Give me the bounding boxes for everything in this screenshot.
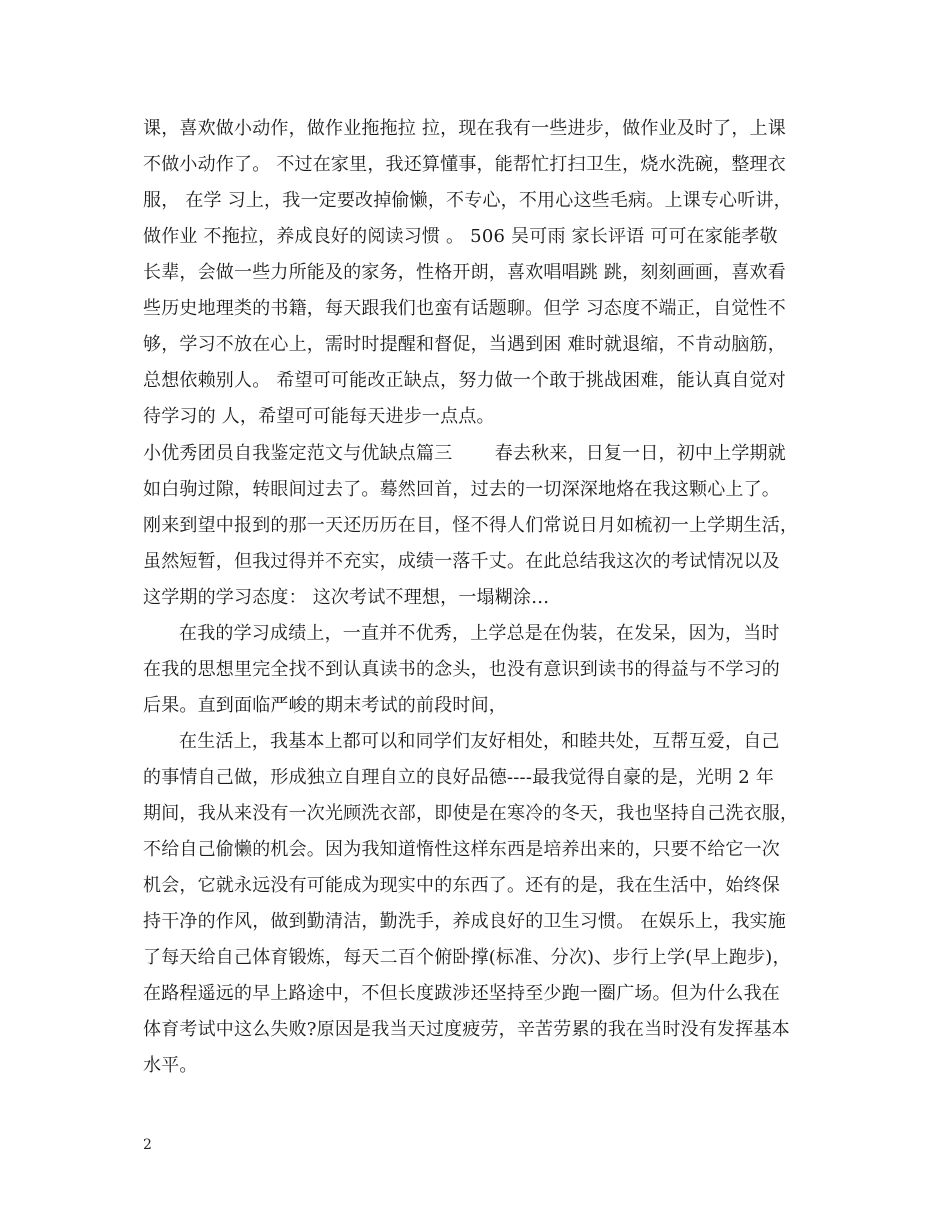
text-line: 在路程遥远的早上路途中，不但长度跋涉还坚持至少跑一圈广场。但为什么我在 bbox=[143, 983, 780, 1004]
text-line: 如白驹过隙，转眼间过去了。蓦然回首，过去的一切深深地烙在我这颗心上了。 bbox=[143, 479, 780, 500]
text-line: 持干净的作风，做到勤清洁，勤洗手，养成良好的卫生习惯。 在娱乐上，我实施 bbox=[143, 911, 786, 932]
text-line: 机会，它就永远没有可能成为现实中的东西了。还有的是，我在生活中，始终保 bbox=[143, 875, 780, 896]
text-line: 后果。直到面临严峻的期末考试的前段时间， bbox=[143, 695, 507, 716]
text-line: 不做小动作了。 不过在家里，我还算懂事，能帮忙打扫卫生，烧水洗碗，整理衣 bbox=[143, 154, 786, 175]
text-line: 虽然短暂，但我过得并不充实，成绩一落千丈。在此总结我这次的考试情况以及 bbox=[143, 551, 780, 572]
text-line: 课，喜欢做小动作，做作业拖拖拉 拉，现在我有一些进步，做作业及时了，上课 bbox=[143, 118, 786, 139]
text-line: 够，学习不放在心上，需时时提醒和督促，当遇到困 难时就退缩，不肯动脑筋， bbox=[143, 334, 786, 355]
text-line: 期间，我从来没有一次光顾洗衣部，即使是在寒冷的冬天，我也坚持自己洗衣服， bbox=[143, 803, 799, 824]
text-line: 长辈，会做一些力所能及的家务，性格开朗，喜欢唱唱跳 跳，刻刻画画，喜欢看 bbox=[143, 262, 786, 283]
text-line: 刚来到望中报到的那一天还历历在目，怪不得人们常说日月如梳初一上学期生活， bbox=[143, 515, 799, 536]
text-line: 的事情自己做，形成独立自理自立的良好品德----最我觉得自豪的是，光明 2 年 bbox=[143, 767, 775, 788]
text-line: 做作业 不拖拉，养成良好的阅读习惯 。 506 吴可雨 家长评语 可可在家能孝敬 bbox=[143, 226, 778, 247]
paragraph-first-line: 在我的学习成绩上，一直并不优秀，上学总是在伪装，在发呆，因为，当时 bbox=[179, 623, 780, 644]
text-line: 些历史地理类的书籍，每天跟我们也蛮有话题聊。但学 习态度不端正，自觉性不 bbox=[143, 298, 786, 319]
page-number: 2 bbox=[143, 1137, 152, 1153]
text-line: 了每天给自己体育锻炼，每天二百个俯卧撑(标准、分次)、步行上学(早上跑步)， bbox=[143, 947, 791, 968]
section-heading-line: 小优秀团员自我鉴定范文与优缺点篇三 春去秋来，日复一日，初中上学期就 bbox=[143, 443, 786, 464]
text-line: 服， 在学 习上，我一定要改掉偷懒，不专心，不用心这些毛病。上课专心听讲， bbox=[143, 190, 792, 211]
text-line: 体育考试中这么失败?原因是我当天过度疲劳，辛苦劳累的我在当时没有发挥基本 bbox=[143, 1019, 790, 1040]
text-line: 在我的思想里完全找不到认真读书的念头，也没有意识到读书的得益与不学习的 bbox=[143, 659, 780, 680]
text-line: 总想依赖别人。 希望可可能改正缺点，努力做一个敢于挑战困难，能认真自觉对 bbox=[143, 370, 786, 391]
text-line: 待学习的 人，希望可可能每天进步一点点。 bbox=[143, 406, 495, 427]
paragraph-first-line: 在生活上，我基本上都可以和同学们友好相处，和睦共处，互帮互爱，自己 bbox=[179, 731, 780, 752]
text-line: 不给自己偷懒的机会。因为我知道惰性这样东西是培养出来的，只要不给它一次 bbox=[143, 839, 780, 860]
text-line: 这学期的学习态度： 这次考试不理想，一塌糊涂… bbox=[143, 587, 550, 608]
text-line: 水平。 bbox=[143, 1055, 198, 1076]
